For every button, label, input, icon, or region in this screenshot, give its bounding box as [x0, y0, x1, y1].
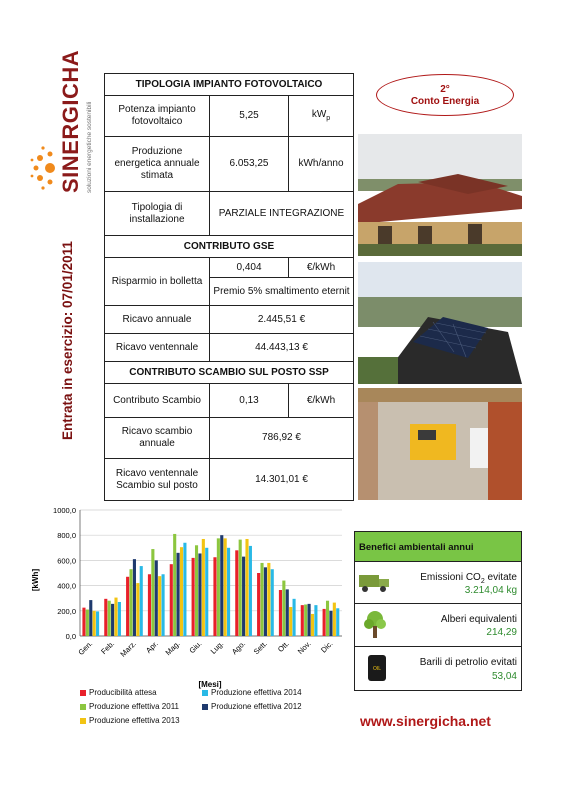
risparmio-note: Premio 5% smaltimento eternit: [210, 278, 354, 306]
y-tick-label: 0,0: [65, 632, 76, 641]
bar: [82, 608, 85, 636]
legend-item: [80, 716, 180, 725]
ricavo-annuale-label: Ricavo annuale: [105, 306, 210, 334]
bar: [242, 557, 245, 636]
legend-label: Produzione effettiva 2012: [211, 702, 302, 711]
x-tick-label: Ago.: [229, 639, 248, 657]
bar: [180, 547, 183, 636]
bar: [136, 583, 139, 636]
svg-text:OIL: OIL: [372, 666, 382, 672]
ricavo-ventennale-label: Ricavo ventennale: [105, 334, 210, 362]
ricavo-vent-scambio-label: Ricavo ventennale Scambio sul posto: [105, 459, 210, 501]
x-tick-label: Apr.: [144, 639, 160, 655]
production-chart: [31, 505, 350, 690]
bar: [293, 599, 296, 636]
contributo-value: 0,13: [210, 384, 289, 418]
bar: [96, 611, 99, 636]
bar: [111, 604, 114, 636]
x-tick-label: Mag.: [163, 639, 182, 658]
bar: [86, 610, 89, 636]
bar: [314, 605, 317, 636]
ricavo-vent-scambio-value: 14.301,01 €: [210, 459, 354, 501]
conto-energia-badge: [376, 74, 514, 116]
bar: [257, 573, 260, 636]
bar: [126, 577, 129, 636]
bar: [311, 614, 314, 636]
brand-name: SINERGICHA: [58, 49, 83, 193]
bar: [104, 599, 107, 636]
ricavo-ventennale-value: 44.443,13 €: [210, 334, 354, 362]
bar: [260, 563, 263, 636]
x-tick-label: Nov.: [295, 639, 313, 656]
bar: [170, 564, 173, 636]
bar: [173, 534, 176, 636]
bar: [267, 563, 270, 636]
legend-label: Produzione effettiva 2014: [211, 688, 302, 697]
legend-swatch: [80, 704, 86, 710]
legend-swatch: [202, 704, 208, 710]
x-tick-label: Gen.: [76, 639, 95, 657]
y-tick-label: 200,0: [57, 606, 76, 616]
bar: [304, 605, 307, 637]
bar: [323, 609, 326, 636]
truck-icon: [359, 571, 391, 593]
bar: [108, 601, 111, 636]
gse-title: CONTRIBUTO GSE: [105, 236, 354, 258]
x-tick-label: Marz.: [118, 639, 138, 659]
ricavo-scambio-label: Ricavo scambio annuale: [105, 418, 210, 459]
legend-label: Produzione effettiva 2013: [89, 716, 180, 725]
y-tick-label: 800,0: [57, 531, 76, 541]
inverter-photo: [358, 388, 522, 500]
legend-swatch: [80, 690, 86, 696]
risparmio-label: Risparmio in bolletta: [105, 258, 210, 306]
produzione-label: Produzione energetica annuale stimata: [105, 137, 210, 192]
y-tick-label: 600,0: [57, 556, 76, 566]
x-tick-label: Dic.: [318, 639, 335, 655]
bar: [249, 546, 252, 636]
bar: [195, 545, 198, 636]
bar: [245, 539, 248, 636]
contributo-unit: €/kWh: [289, 384, 354, 418]
bar: [198, 553, 201, 636]
co2-value: 3.214,04 kg: [464, 585, 517, 596]
benefits-title: Benefici ambientali annui: [355, 532, 521, 562]
bar: [205, 548, 208, 636]
bar: [301, 605, 304, 636]
bar: [155, 560, 158, 636]
brand-tagline: soluzioni energetiche sostenibili: [86, 101, 93, 193]
bar: [271, 569, 274, 636]
x-tick-label: Ott.: [275, 639, 291, 654]
legend-label: Producibilità attesa: [89, 688, 157, 697]
benefits-box: [354, 531, 522, 691]
produzione-value: 6.053,25: [210, 137, 289, 192]
bar: [177, 553, 180, 636]
oil-barrel-icon: [367, 653, 387, 683]
legend-swatch: [80, 718, 86, 724]
badge-line2: Conto Energia: [410, 96, 480, 107]
bar: [329, 611, 332, 636]
legend-label: Produzione effettiva 2011: [89, 702, 179, 711]
ricavo-annuale-value: 2.445,51 €: [210, 306, 354, 334]
risparmio-value: 0,404: [210, 258, 289, 278]
bar: [326, 601, 329, 636]
bar: [289, 607, 292, 636]
bar: [224, 538, 227, 636]
bar: [279, 590, 282, 636]
ricavo-scambio-value: 786,92 €: [210, 418, 354, 459]
bar: [93, 611, 96, 636]
legend-item: [80, 688, 157, 697]
plant-info-table: [104, 73, 354, 501]
trees-row: [355, 604, 521, 647]
bar: [336, 608, 339, 636]
tipologia-value: PARZIALE INTEGRAZIONE: [210, 192, 354, 236]
oil-row: [355, 647, 521, 690]
trees-value: 214,29: [486, 627, 517, 638]
bar: [286, 589, 289, 636]
oil-label: Barili di petrolio evitati: [419, 657, 517, 668]
bar: [239, 540, 242, 636]
bar: [133, 559, 136, 636]
chart-ylabel: [kWh]: [31, 568, 40, 592]
tipologia-label: Tipologia di installazione: [105, 192, 210, 236]
bar: [333, 603, 336, 636]
website-link[interactable]: www.sinergicha.net: [360, 713, 491, 729]
bar: [114, 598, 117, 636]
x-tick-label: Sett.: [251, 639, 269, 657]
bar: [89, 600, 92, 636]
bar: [308, 604, 311, 636]
bar: [282, 581, 285, 636]
bar: [158, 576, 161, 636]
bar: [118, 602, 121, 636]
bar: [202, 539, 205, 636]
co2-row: [355, 563, 521, 604]
bar: [227, 548, 230, 636]
co2-label: Emissioni $CO_2$ evitate: [420, 572, 517, 585]
legend-item: [80, 702, 179, 711]
produzione-unit: kWh/anno: [289, 137, 354, 192]
bar: [151, 549, 154, 636]
table-title: TIPOLOGIA IMPIANTO FOTOVOLTAICO: [105, 74, 354, 96]
bar: [129, 569, 132, 636]
trees-label: Alberi equivalenti: [440, 614, 517, 625]
chart-xlabel: [Mesi]: [198, 680, 222, 689]
badge-line1: 2°: [440, 84, 450, 95]
bar: [148, 574, 151, 636]
bar: [162, 574, 165, 636]
y-tick-label: 400,0: [57, 581, 76, 591]
bar: [140, 566, 143, 636]
x-tick-label: Feb.: [99, 639, 117, 657]
potenza-unit: $kW_p$: [289, 96, 354, 137]
ssp-title: CONTRIBUTO SCAMBIO SUL POSTO SSP: [105, 362, 354, 384]
bar: [192, 558, 195, 636]
legend-swatch: [202, 690, 208, 696]
house-roof-photo: [358, 134, 522, 256]
legend-item: [202, 688, 302, 697]
bar: [264, 567, 267, 636]
x-tick-label: Lug.: [208, 639, 226, 656]
bar: [217, 538, 220, 636]
oil-value: 53,04: [491, 671, 517, 682]
potenza-label: Potenza impianto fotovoltaico: [105, 96, 210, 137]
x-tick-label: Giu.: [187, 639, 204, 656]
contributo-label: Contributo Scambio: [105, 384, 210, 418]
solar-panels-photo: [358, 262, 522, 384]
bar: [220, 535, 223, 636]
bar: [235, 550, 238, 636]
tree-icon: [363, 610, 387, 640]
potenza-value: 5,25: [210, 96, 289, 137]
bar: [213, 557, 216, 636]
entry-date: Entrata in esercizio: 07/01/2011: [60, 241, 75, 440]
risparmio-unit: €/kWh: [289, 258, 354, 278]
bar: [183, 543, 186, 636]
legend-item: [202, 702, 302, 711]
y-tick-label: 1000,0: [53, 506, 76, 515]
